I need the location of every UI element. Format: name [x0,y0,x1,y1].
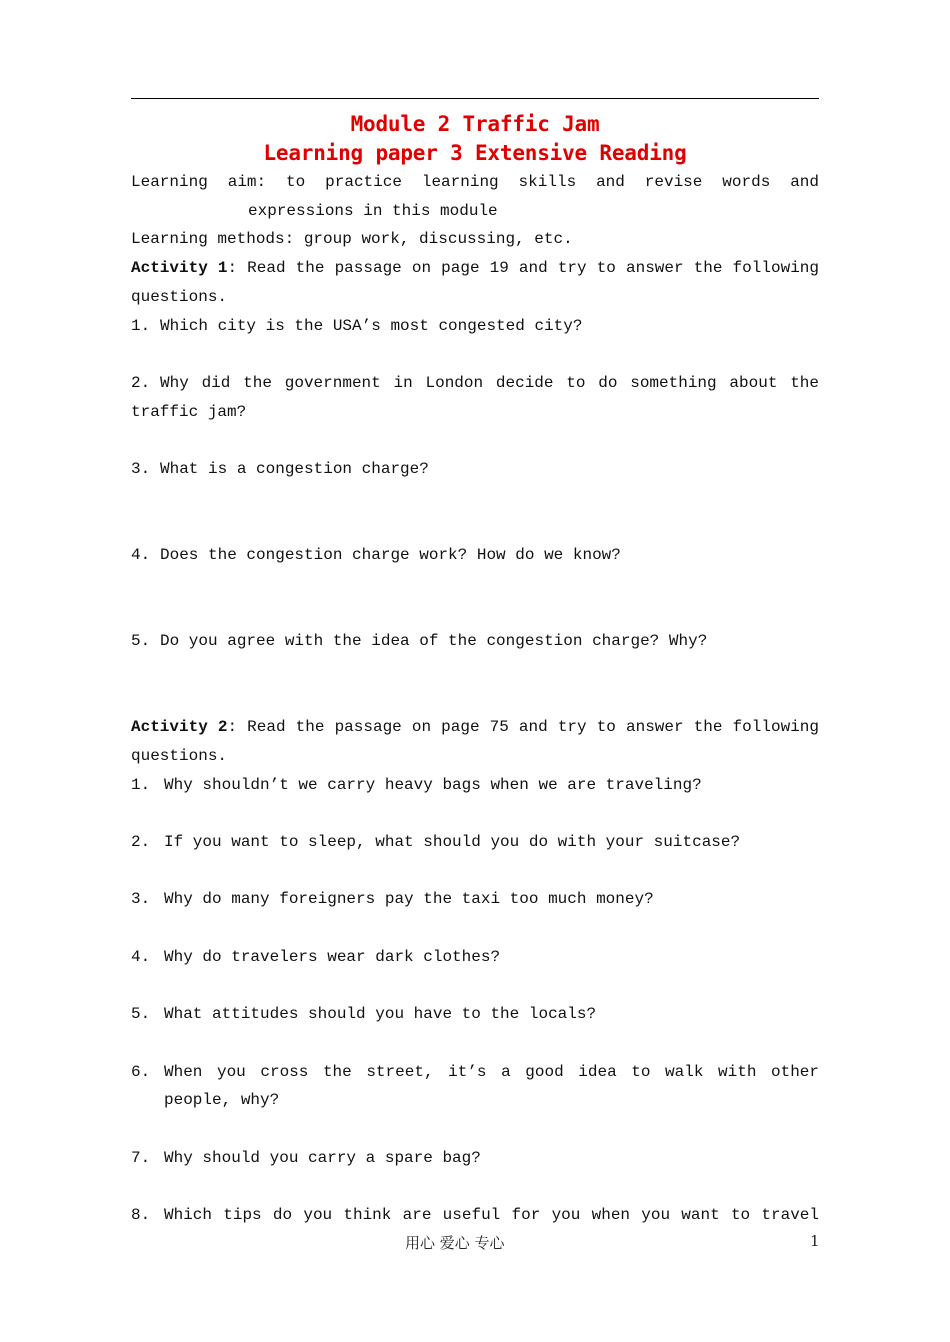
header-rule [131,98,819,99]
activity2-question-8: 8. Which tips do you think are useful for you when you want to travel [131,1206,819,1225]
aim-line [131,168,819,197]
activity2-question-3: 3. Why do many foreigners pay the taxi too much money? [131,890,654,909]
activity1-label: Activity 1 [131,259,228,278]
page-number: 1 [810,1232,820,1250]
activity2-instruction-wrap: questions. [131,746,228,765]
paper-title: Learning paper 3 Extensive Reading [263,141,687,165]
activity2-label: Activity 2 [131,718,228,737]
activity2-question-7: 7. Why should you carry a spare bag? [131,1148,481,1167]
activity2-question-2: 2. If you want to sleep, what should you do with your suitcase? [131,833,741,852]
activity1-question-3: 3. What is a congestion charge? [131,460,429,478]
activity1-instruction-text: : Read the passage on page 19 and try to answer the following [227,259,819,278]
activity1-instruction [131,254,819,283]
activity1-question-2-wrap: traffic jam? [131,402,247,421]
learning-methods: Learning methods: group work, discussing, etc. [131,230,573,249]
document-body [131,168,819,1230]
aim-continuation: expressions in this module [248,201,498,220]
footer-motto: 用心 爱心 专心 [405,1234,505,1252]
activity1-instruction-wrap: questions. [131,287,228,306]
activity1-question-1: 1. Which city is the USA’s most congested city? [131,316,583,335]
aim-label: Learning aim: [131,173,267,191]
activity2-question-6: 6. When you cross the street, it’s a good idea to walk with other [131,1062,819,1081]
activity1-question-2: 2. Why did the government in London decide to do something about the [131,373,819,392]
activity2-question-5: 5. What attitudes should you have to the locals? [131,1005,597,1024]
activity2-question-6-wrap-row: people, why? [164,1091,280,1110]
activity1-question-4: 4. Does the congestion charge work? How do we know? [131,546,621,565]
activity2-question-4: 4. Why do travelers wear dark clothes? [131,947,501,966]
activity2-instruction [131,713,819,742]
aim-text: to practice learning skills and revise words and [286,173,819,191]
activity2-question-1: 1. Why shouldn’t we carry heavy bags when we are traveling? [131,775,702,794]
module-title: Module 2 Traffic Jam [350,112,600,136]
activity1-question-5: 5. Do you agree with the idea of the congestion charge? Why? [131,632,708,651]
activity2-instruction-text: : Read the passage on page 75 and try to answer the following [227,718,819,737]
